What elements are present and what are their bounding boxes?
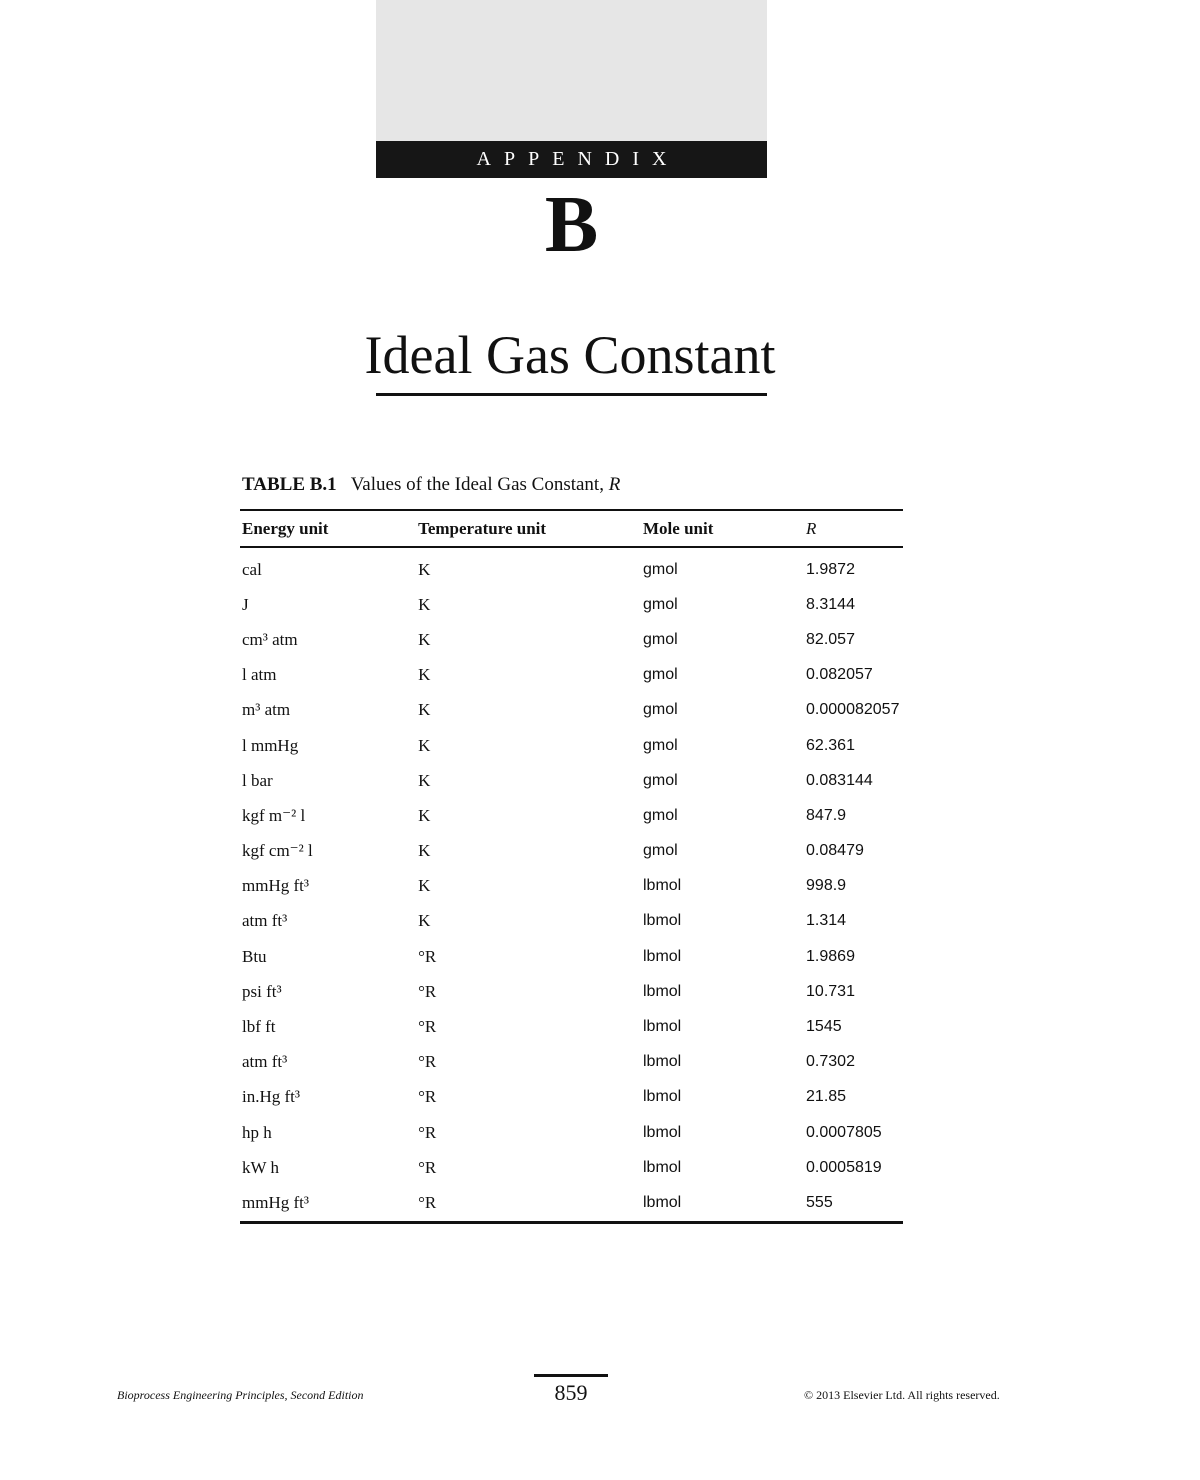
table-row xyxy=(240,1009,903,1044)
energy-unit-cell: m³ atm xyxy=(242,700,291,720)
temperature-unit-cell: °R xyxy=(418,1017,437,1037)
table-row xyxy=(240,1080,903,1115)
temperature-unit-cell: K xyxy=(418,559,431,579)
r-value-cell: 1.9869 xyxy=(806,947,855,965)
r-value-cell: 10.731 xyxy=(806,982,855,1000)
table-row xyxy=(240,728,903,763)
mole-unit-cell: lbmol xyxy=(643,1018,682,1036)
mole-unit-cell: lbmol xyxy=(643,912,682,930)
table-row xyxy=(240,798,903,833)
column-header-temperature-unit: Temperature unit xyxy=(416,510,641,547)
table-row xyxy=(240,869,903,904)
energy-unit-cell: cal xyxy=(242,559,262,579)
title-underline xyxy=(376,393,767,396)
temperature-unit-cell: K xyxy=(418,594,431,614)
chapter-title: Ideal Gas Constant xyxy=(364,325,776,385)
energy-unit-cell: kW h xyxy=(242,1157,279,1177)
mole-unit-cell: gmol xyxy=(643,630,678,648)
mole-unit-cell: gmol xyxy=(643,736,678,754)
column-header-energy-unit: Energy unit xyxy=(240,510,416,547)
mole-unit-cell: lbmol xyxy=(643,1158,682,1176)
chapter-header-block xyxy=(376,0,767,141)
appendix-label: APPENDIX xyxy=(476,148,680,170)
mole-unit-cell: lbmol xyxy=(643,1088,682,1106)
gas-constant-table xyxy=(240,509,903,1224)
column-header-r: R xyxy=(804,510,903,547)
r-value-cell: 21.85 xyxy=(806,1088,847,1106)
energy-unit-cell: mmHg ft³ xyxy=(242,1192,309,1212)
energy-unit-cell: atm ft³ xyxy=(242,1052,288,1072)
mole-unit-cell: lbmol xyxy=(643,1193,682,1211)
r-value-cell: 998.9 xyxy=(806,877,847,895)
table-row xyxy=(240,587,903,622)
energy-unit-cell: lbf ft xyxy=(242,1017,276,1037)
table-row xyxy=(240,658,903,693)
column-header-mole-unit: Mole unit xyxy=(641,510,804,547)
temperature-unit-cell: K xyxy=(418,841,431,861)
table-caption xyxy=(242,474,620,496)
energy-unit-cell: mmHg ft³ xyxy=(242,876,309,896)
mole-unit-cell: gmol xyxy=(643,842,678,860)
r-value-cell: 0.0007805 xyxy=(806,1123,882,1141)
energy-unit-cell: Btu xyxy=(242,946,267,966)
energy-unit-cell: l bar xyxy=(242,770,273,790)
table-row xyxy=(240,939,903,974)
r-value-cell: 82.057 xyxy=(806,630,855,648)
energy-unit-cell: J xyxy=(242,594,249,614)
r-value-cell: 847.9 xyxy=(806,806,847,824)
r-value-cell: 62.361 xyxy=(806,736,855,754)
temperature-unit-cell: °R xyxy=(418,1192,437,1212)
energy-unit-cell: psi ft³ xyxy=(242,981,282,1001)
temperature-unit-cell: K xyxy=(418,665,431,685)
mole-unit-cell: gmol xyxy=(643,560,678,578)
table-caption-text: Values of the Ideal Gas Constant, xyxy=(350,474,609,495)
table-header-row xyxy=(240,510,903,547)
energy-unit-cell: kgf m⁻² l xyxy=(242,805,306,825)
footer-book-title: Bioprocess Engineering Principles, Second Edition xyxy=(117,1388,364,1402)
table-row xyxy=(240,974,903,1009)
energy-unit-cell: hp h xyxy=(242,1122,272,1142)
r-value-cell: 0.08479 xyxy=(806,842,864,860)
temperature-unit-cell: K xyxy=(418,629,431,649)
appendix-letter: B xyxy=(544,181,599,269)
table-caption-label: TABLE B.1 xyxy=(242,474,337,495)
table-row xyxy=(240,1045,903,1080)
mole-unit-cell: gmol xyxy=(643,806,678,824)
temperature-unit-cell: °R xyxy=(418,946,437,966)
mole-unit-cell: gmol xyxy=(643,701,678,719)
mole-unit-cell: lbmol xyxy=(643,982,682,1000)
r-value-cell: 1.9872 xyxy=(806,560,855,578)
mole-unit-cell: gmol xyxy=(643,666,678,684)
mole-unit-cell: lbmol xyxy=(643,877,682,895)
mole-unit-cell: gmol xyxy=(643,771,678,789)
mole-unit-cell: lbmol xyxy=(643,947,682,965)
temperature-unit-cell: K xyxy=(418,700,431,720)
table-row xyxy=(240,547,903,587)
table-body xyxy=(240,547,903,1222)
r-value-cell: 0.0005819 xyxy=(806,1158,882,1176)
table-row xyxy=(240,693,903,728)
temperature-unit-cell: °R xyxy=(418,1052,437,1072)
r-value-cell: 8.3144 xyxy=(806,595,855,613)
temperature-unit-cell: °R xyxy=(418,1122,437,1142)
r-value-cell: 0.000082057 xyxy=(806,701,900,719)
table-row xyxy=(240,1150,903,1185)
table-row xyxy=(240,1185,903,1222)
table-row xyxy=(240,904,903,939)
energy-unit-cell: l atm xyxy=(242,665,277,685)
energy-unit-cell: l mmHg xyxy=(242,735,299,755)
energy-unit-cell: in.Hg ft³ xyxy=(242,1087,300,1107)
table-row xyxy=(240,622,903,657)
page-number-rule xyxy=(534,1374,608,1377)
table-row xyxy=(240,1115,903,1150)
energy-unit-cell: cm³ atm xyxy=(242,629,298,649)
temperature-unit-cell: K xyxy=(418,770,431,790)
r-value-cell: 1545 xyxy=(806,1018,842,1036)
temperature-unit-cell: °R xyxy=(418,981,437,1001)
mole-unit-cell: gmol xyxy=(643,595,678,613)
table-caption-symbol: R xyxy=(608,474,621,495)
temperature-unit-cell: °R xyxy=(418,1087,437,1107)
temperature-unit-cell: °R xyxy=(418,1157,437,1177)
energy-unit-cell: kgf cm⁻² l xyxy=(242,841,313,861)
table-row xyxy=(240,763,903,798)
energy-unit-cell: atm ft³ xyxy=(242,911,288,931)
table-row xyxy=(240,834,903,869)
temperature-unit-cell: K xyxy=(418,735,431,755)
r-value-cell: 0.7302 xyxy=(806,1053,855,1071)
mole-unit-cell: lbmol xyxy=(643,1123,682,1141)
appendix-label-bar xyxy=(376,141,767,178)
temperature-unit-cell: K xyxy=(418,805,431,825)
page-number: 859 xyxy=(554,1380,588,1405)
temperature-unit-cell: K xyxy=(418,876,431,896)
mole-unit-cell: lbmol xyxy=(643,1053,682,1071)
r-value-cell: 0.083144 xyxy=(806,771,873,789)
temperature-unit-cell: K xyxy=(418,911,431,931)
r-value-cell: 1.314 xyxy=(806,912,847,930)
footer-copyright: © 2013 Elsevier Ltd. All rights reserved. xyxy=(804,1388,1000,1402)
r-value-cell: 0.082057 xyxy=(806,666,873,684)
r-value-cell: 555 xyxy=(806,1193,833,1211)
